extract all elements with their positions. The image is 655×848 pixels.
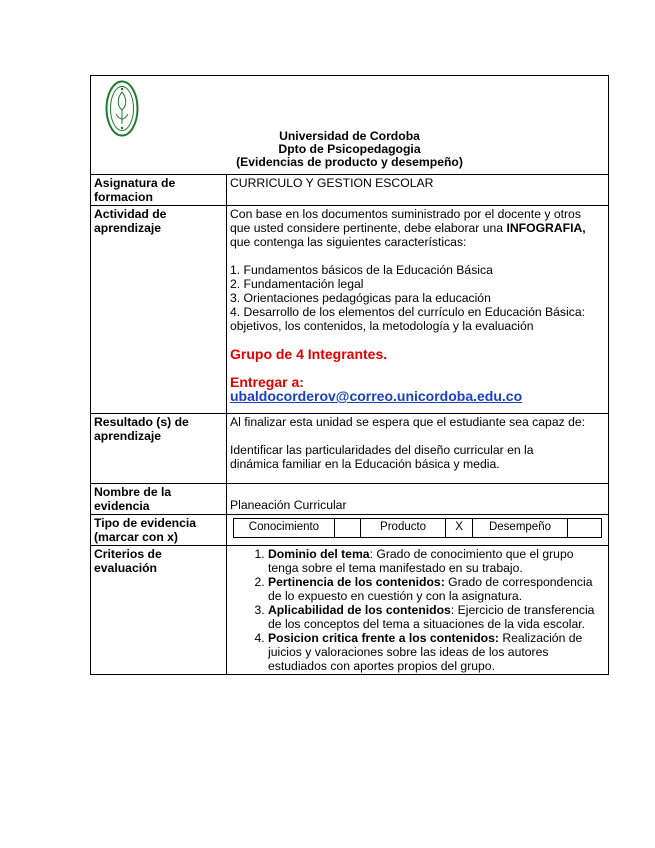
actividad-content <box>227 206 609 414</box>
delivery-email-link[interactable]: ubaldocorderov@correo.unicordoba.edu.co <box>230 388 523 404</box>
header-cell <box>91 76 609 175</box>
spacer <box>230 333 605 347</box>
tipo-label: Tipo de evidencia (marcar con x) <box>91 515 227 546</box>
criterio-sep: : <box>450 603 458 617</box>
criterios-list <box>230 547 600 673</box>
criterio-text: Realización de juicios y valoraciones sobre las ideas de los autores estudiados con aportes propios del grupo. <box>268 631 583 673</box>
resultado-intro: Al finalizar esta unidad se espera que el estudiante sea capaz de: <box>230 415 586 429</box>
evidence-document <box>90 75 608 675</box>
criterio-item <box>268 575 600 603</box>
checkbox-producto[interactable]: X <box>445 519 473 538</box>
resultado-detail: Identificar las particularidades del diseño curricular en la dinámica familiar en la Educación básica y media. <box>230 443 534 471</box>
deliver-label: Entregar a: <box>230 374 304 390</box>
actividad-item: 1. Fundamentos básicos de la Educación Básica <box>230 263 493 277</box>
nombre-value: Planeación Curricular <box>230 498 347 512</box>
criterio-text: Ejercicio de transferencia de los conceptos del tema a situaciones de la vida escolar. <box>268 603 595 631</box>
actividad-intro-bold: INFOGRAFIA, <box>506 221 586 235</box>
criterios-row <box>91 546 609 675</box>
department-name: Dpto de Psicopedagogia <box>278 142 421 156</box>
criterios-content <box>227 546 609 675</box>
criterio-text: Grado de conocimiento que el grupo tenga sobre el tema manifestado en su trabajo. <box>268 547 574 575</box>
actividad-intro-text-2: que contenga las siguientes características: <box>230 235 467 249</box>
document-subtitle: (Evidencias de producto y desempeño) <box>236 155 463 169</box>
actividad-item: 3. Orientaciones pedagógicas para la educación <box>230 291 491 305</box>
header-titles <box>91 130 608 169</box>
actividad-item: 2. Fundamentación legal <box>230 277 364 291</box>
actividad-item: 4. Desarrollo de los elementos del currículo en Educación Básica: objetivos, los contenidos, la metodología y la evaluación <box>230 305 585 333</box>
criterios-label: Criterios de evaluación <box>91 546 227 675</box>
checkbox-conocimiento[interactable] <box>334 519 361 538</box>
option-conocimiento: Conocimiento <box>234 519 335 538</box>
asignatura-label: Asignatura de formacion <box>91 175 227 206</box>
criterio-title: Dominio del tema <box>268 547 370 561</box>
criterio-sep: : <box>369 547 377 561</box>
actividad-row <box>91 206 609 414</box>
nombre-label: Nombre de la evidencia <box>91 484 227 515</box>
criterio-title: Pertinencia de los contenidos: <box>268 575 445 589</box>
criterio-title: Posicion critica frente a los contenidos: <box>268 631 499 645</box>
criterio-item <box>268 547 600 575</box>
university-name: Universidad de Cordoba <box>279 129 420 143</box>
resultado-label: Resultado (s) de aprendizaje <box>91 414 227 484</box>
option-desempeno: Desempeño <box>473 519 567 538</box>
spacer <box>230 429 605 443</box>
criterio-item <box>268 631 600 673</box>
asignatura-value: CURRICULO Y GESTION ESCOLAR <box>227 175 609 206</box>
nombre-cell <box>227 484 609 515</box>
spacer <box>230 361 605 375</box>
group-size-note: Grupo de 4 Integrantes. <box>230 346 388 362</box>
checkbox-desempeno[interactable] <box>567 519 601 538</box>
resultado-row <box>91 414 609 484</box>
asignatura-row <box>91 175 609 206</box>
actividad-label: Actividad de aprendizaje <box>91 206 227 414</box>
nombre-row <box>91 484 609 515</box>
criterio-item <box>268 603 600 631</box>
actividad-intro <box>230 207 605 249</box>
university-seal-logo <box>105 80 139 137</box>
criterio-text: Grado de correspondencia de lo expuesto en cuestión y con la asignatura. <box>268 575 593 603</box>
spacer <box>230 249 605 263</box>
evidence-table <box>90 75 609 675</box>
tipo-options-table <box>233 518 602 538</box>
tipo-row <box>91 515 609 546</box>
criterio-title: Aplicabilidad de los contenidos <box>268 603 451 617</box>
tipo-cell <box>227 515 609 546</box>
header-row <box>91 76 609 175</box>
actividad-intro-text: Con base en los documentos suministrado por el docente y otros que usted considere pertinente, debe elaborar una <box>230 207 581 235</box>
resultado-content <box>227 414 609 484</box>
option-producto: Producto <box>361 519 445 538</box>
